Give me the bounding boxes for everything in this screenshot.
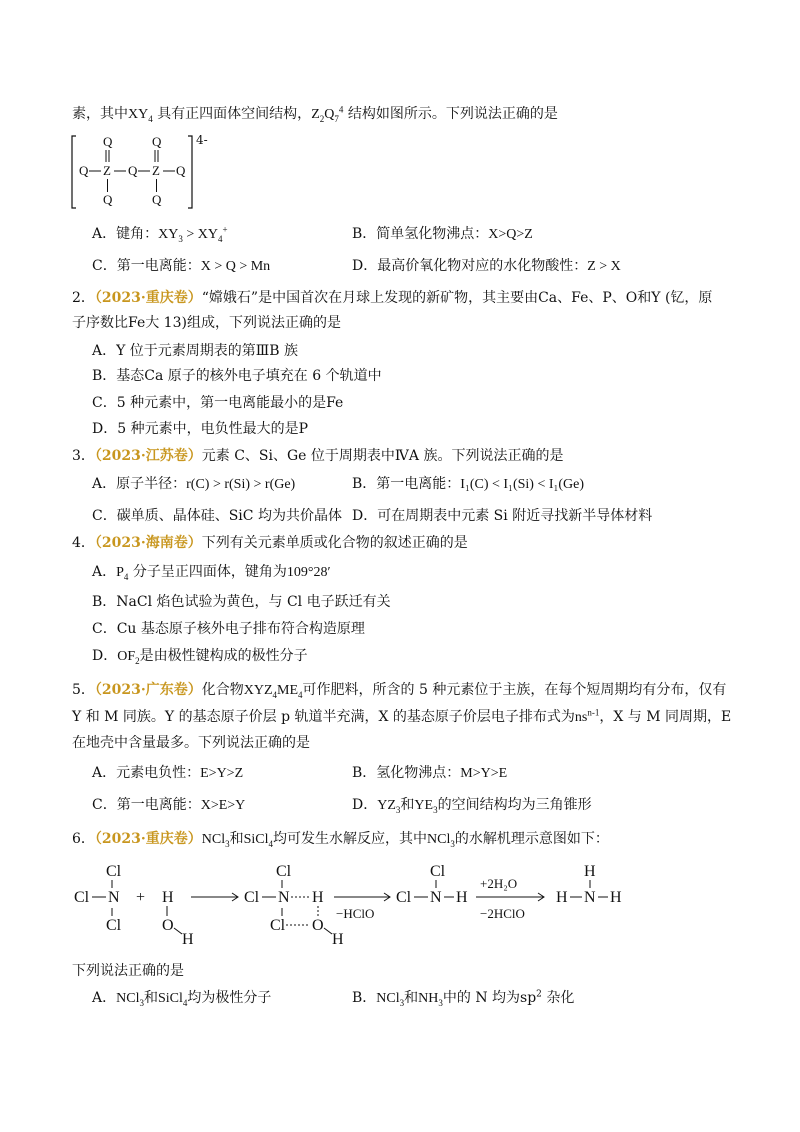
atom-q: Q [79,163,89,178]
atom-h: H [584,863,596,880]
q2-option-d: D．5 种元素中，电负性最大的是P [92,421,309,437]
atom-o: O [162,917,174,934]
atom-q: Q [103,192,113,207]
atom-q: Q [152,134,162,149]
q3-option-c: C．碳单质、晶体硅、SiC 均为共价晶体 [92,508,342,524]
atom-h: H [312,889,324,906]
q1-option-c: C．第一电离能：X > Q > Mn [92,258,271,274]
q2-option-a: A．Y 位于元素周期表的第ⅢB 族 [92,343,299,359]
q3-option-b: B．第一电离能：I₁(C) < I₁(Si) < I₁(Ge) [352,476,585,492]
q2-stem: 2．（2023·重庆卷）“嫦娥石”是中国首次在月球上发现的新矿物，其主要由Ca、Fe、P、O和Y (钇，原 [72,290,713,306]
q4-stem: 4．（2023·海南卷）下列有关元素单质或化合物的叙述正确的是 [72,535,468,551]
atom-h: H [162,889,174,906]
q3-stem: 3．（2023·江苏卷）元素 C、Si、Ge 位于周期表中ⅣA 族。下列说法正确的是 [72,448,564,464]
atom-cl: Cl [430,863,446,880]
atom-cl: Cl [270,917,286,934]
q6-stem: 6．（2023·重庆卷）NCl$_3$和SiCl$_4$均可发生水解反应，其中NCl$_3$的水解机理示意图如下： [72,831,609,849]
atom-h: H [556,889,568,906]
atom-q: Q [152,192,162,207]
atom-cl: Cl [276,863,292,880]
q1-option-b: B．简单氢化物沸点：X>Q>Z [352,226,533,242]
q1-charge: 4- [196,133,208,147]
atom-q: Q [176,163,186,178]
atom-cl: Cl [106,917,122,934]
q2-stem-cont: 子序数比Fe大 13)组成，下列说法正确的是 [72,315,341,331]
q6-prompt: 下列说法正确的是 [72,963,184,979]
atom-n: N [584,889,596,906]
q3-option-a: A．原子半径：r(C) > r(Si) > r(Ge) [92,476,296,492]
q6-mechanism-diagram [70,858,630,950]
atom-o: O [312,917,324,934]
atom-h: H [332,931,344,948]
q5-option-c: C．第一电离能：X>E>Y [92,797,246,813]
q5-stem-end: 在地壳中含量最多。下列说法正确的是 [72,735,310,751]
atom-z: Z [152,163,160,178]
q4-option-b: B．NaCl 焰色试验为黄色，与 Cl 电子跃迁有关 [92,594,391,610]
q5-option-a: A．元素电负性：E>Y>Z [92,765,244,781]
atom-n: N [430,889,442,906]
step1-label: −HClO [336,906,375,921]
q1-intro: 素，其中$XY_4$ 具有正四面体空间结构，$Z_2Q_7^4$ 结构如图所示。下列说法正确的是 [72,104,558,124]
atom-n: N [278,889,290,906]
q4-option-c: C．Cu 基态原子核外电子排布符合构造原理 [92,621,365,637]
atom-h: H [610,889,622,906]
atom-q: Q [103,134,113,149]
atom-cl: Cl [106,863,122,880]
atom-cl: Cl [74,889,90,906]
atom-cl: Cl [244,889,260,906]
q5-stem: 5．（2023·广东卷）化合物$XYZ_4ME_4$可作肥料，所含的 5 种元素位于主族，在每个短周期均有分布，仅有 [72,682,727,700]
q5-option-d: D．$YZ_3$和$YE_3$的空间结构均为三角锥形 [352,797,592,815]
atom-q: Q [128,163,138,178]
q1-option-a: A．键角：$XY_3 > XY_4^+$ [92,224,228,244]
atom-cl: Cl [396,889,412,906]
atom-h: H [456,889,468,906]
plus-sign: + [136,889,146,906]
atom-n: N [108,889,120,906]
step2-bottom-label: −2HClO [480,906,525,921]
atom-z: Z [103,163,111,178]
step2-top-label: +2H₂O [480,876,518,891]
atom-h: H [182,931,194,948]
q2-option-b: B．基态Ca 原子的核外电子填充在 6 个轨道中 [92,368,382,384]
q4-option-a: A．$P_4$ 分子呈正四面体，键角为109°28′ [92,564,331,582]
q2-option-c: C．5 种元素中，第一电离能最小的是Fe [92,395,344,411]
q3-option-d: D．可在周期表中元素 Si 附近寻找新半导体材料 [352,508,653,524]
q1-option-d: D．最高价氧化物对应的水化物酸性：Z > X [352,258,621,274]
q5-option-b: B．氢化物沸点：M>Y>E [352,765,508,781]
q6-option-b: B．NCl$_3$和$NH_3$中的 N 均为$sp^2$ 杂化 [352,989,575,1008]
q4-option-d: D．$OF_2$是由极性键构成的极性分子 [92,648,308,666]
q6-option-a: A．NCl$_3$和SiCl$_4$均为极性分子 [92,990,272,1008]
q5-stem-cont: Y 和 M 同族。Y 的基态原子价层 p 轨道半充满，X 的基态原子价层电子排布式为$ns^{n-1}$，X 与 M 同周期，E [72,707,732,725]
